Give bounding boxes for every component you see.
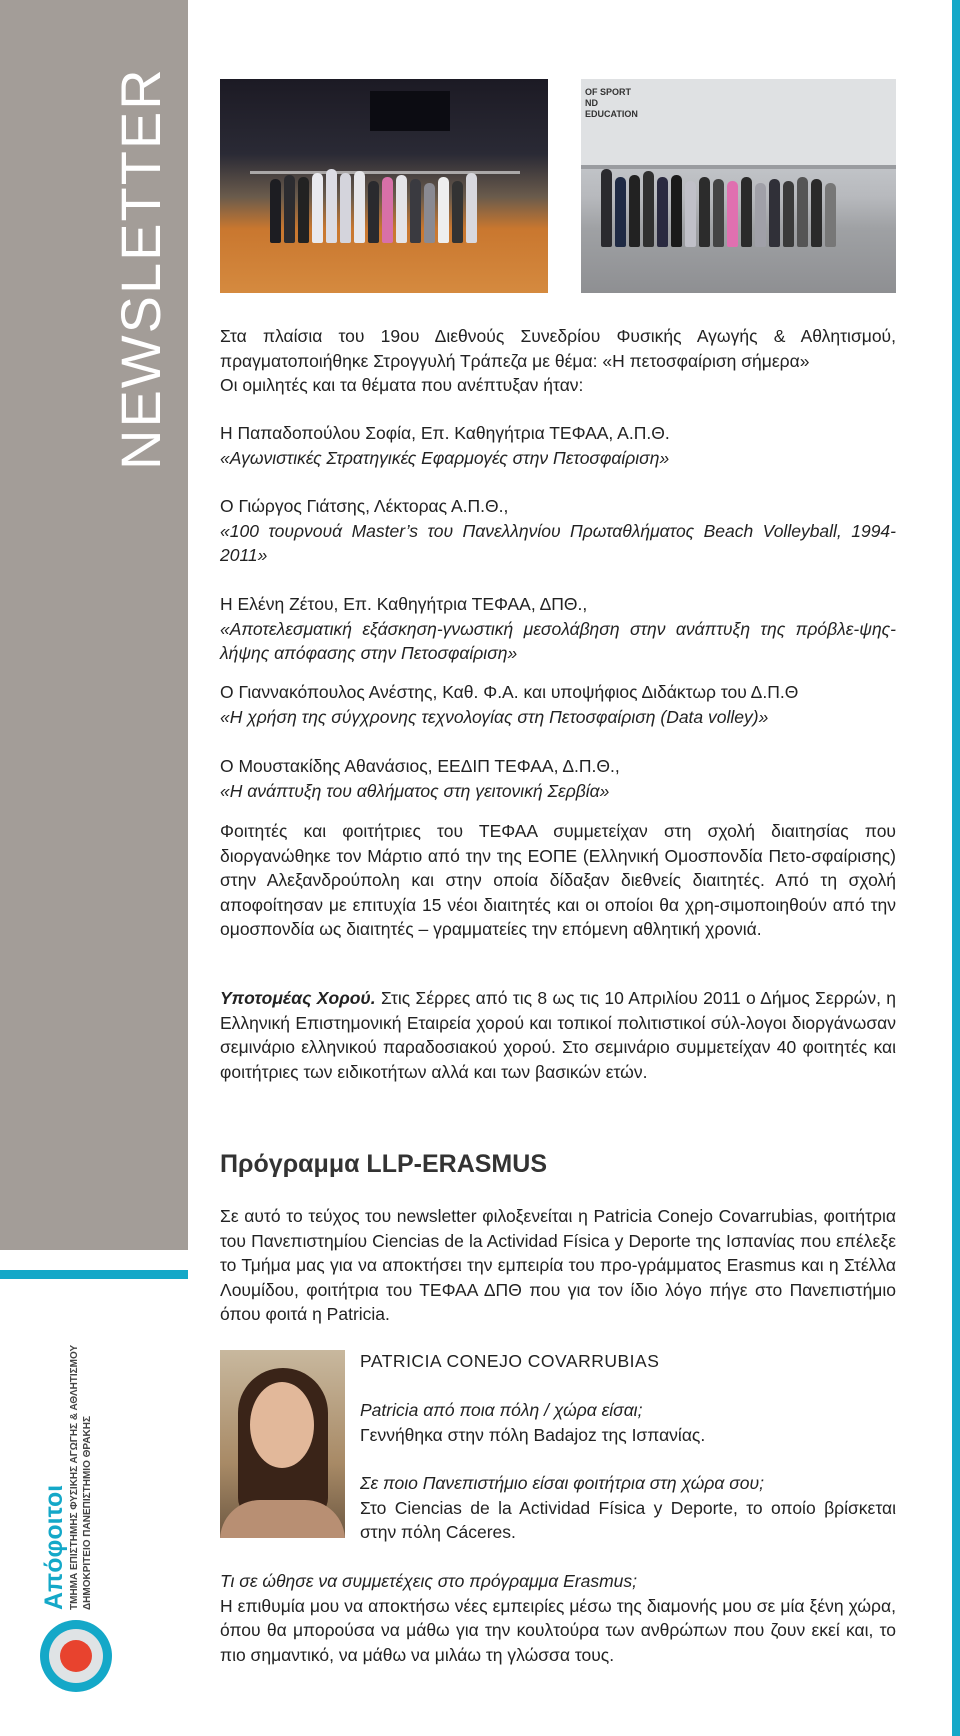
patricia-portrait-photo xyxy=(220,1350,345,1538)
speaker-topic: «Η χρήση της σύγχρονης τεχνολογίας στη Πετοσφαίριση (Data volley)» xyxy=(220,706,769,727)
erasmus-section-title: Πρόγραμμα LLP-ERASMUS xyxy=(220,1150,547,1178)
volleyball-team-photo xyxy=(220,79,548,293)
speaker-item xyxy=(220,494,896,568)
interview-answer: Η επιθυμία μου να αποκτήσω νέες εμπειρίες μέσω της διαμονής μου σε μία ξένη χώρα, όπου θα μπορούσα να μάθω για την κουλτούρα των ανθρώπων που ζουν εκεί και, το πιο σημαντικό, να μάθω να μιλάω τη γλώσσα τους. xyxy=(220,1595,896,1665)
interview-qa xyxy=(360,1398,896,1447)
dance-paragraph xyxy=(220,986,896,1084)
erasmus-intro: Σε αυτό το τεύχος του newsletter φιλοξενείται η Patricia Conejo Covarrubias, φοιτήτρια του Πανεπιστημίου Ciencias de la Actividad Física y Deporte της Ισπανίας που επέλεξε το Τμήμα μας για να αποκτήσει την εμπειρία του προ-γράμματος Erasmus και η Στέλλα Λουμίδου, φοιτήτρια του ΤΕΦΑΑ ΔΠΘ που για τον ίδιο λόγο πήγε στο Πανεπιστήμιο όπου φοιτά η Patricia. xyxy=(220,1206,896,1324)
interview-answer: Γεννήθηκα στην πόλη Badajoz της Ισπανίας. xyxy=(360,1424,706,1445)
sidebar-accent-band xyxy=(0,1270,188,1279)
newsletter-title: NEWSLETTER xyxy=(109,67,172,470)
speaker-name: Ο Μουστακίδης Αθανάσιος, ΕΕΔΙΠ ΤΕΦΑΑ, Δ.Π.Θ., xyxy=(220,756,620,776)
building-sign: OF SPORT ND EDUCATION xyxy=(585,87,638,119)
speaker-item xyxy=(220,680,896,729)
speaker-topic: «100 τουρνουά Master’s του Πανελληνίου Πρωταθλήματος Beach Volleyball, 1994-2011» xyxy=(220,520,896,565)
speaker-name: Η Ελένη Ζέτου, Επ. Καθηγήτρια ΤΕΦΑΑ, ΔΠΘ., xyxy=(220,594,588,614)
speaker-topic: «Αποτελεσματική εξάσκηση-γνωστική μεσολάβηση στην ανάπτυξη της πρόβλε-ψης-λήψης απόφασης στην Πετοσφαίριση» xyxy=(220,618,896,663)
speaker-topic: «Η ανάπτυξη του αθλήματος στη γειτονική Σερβία» xyxy=(220,780,610,801)
logo-dept: ΤΜΗΜΑ ΕΠΙΣΤΗΜΗΣ ΦΥΣΙΚΗΣ ΑΓΩΓΗΣ & ΑΘΛΗΤΙΣΜΟΥ xyxy=(69,1344,80,1610)
logo-icon xyxy=(40,1620,120,1700)
interview-question: Σε ποιο Πανεπιστήμιο είσαι φοιτήτρια στη χώρα σου; xyxy=(360,1473,764,1493)
right-accent-bar xyxy=(952,0,960,1736)
speaker-name: Ο Γιαννακόπουλος Ανέστης, Καθ. Φ.Α. και υποψήφιος Διδάκτωρ του Δ.Π.Θ xyxy=(220,682,799,702)
intro-paragraph: Στα πλαίσια του 19ου Διεθνούς Συνεδρίου Φυσικής Αγωγής & Αθλητισμού, πραγματοποιήθηκε Στρογγυλή Τράπεζα με θέμα: «Η πετοσφαίριση σήμερα» Οι ομιλητές και τα θέματα που ανέπτυξαν ήταν: xyxy=(220,326,896,395)
interviewee-name: PATRICIA CONEJO COVARRUBIAS xyxy=(360,1351,660,1371)
logo-university: ΔΗΜΟΚΡΙΤΕΙΟ ΠΑΝΕΠΙΣΤΗΜΙΟ ΘΡΑΚΗΣ xyxy=(82,1415,93,1610)
interview-question: Τι σε ώθησε να συμμετέχεις στο πρόγραμμα Erasmus; xyxy=(220,1571,638,1591)
speaker-name: Η Παπαδοπούλου Σοφία, Επ. Καθηγήτρια ΤΕΦΑΑ, Α.Π.Θ. xyxy=(220,423,670,443)
dance-body: Στις Σέρρες από τις 8 ως τις 10 Απριλίου 2011 ο Δήμος Σερρών, η Ελληνική Επιστημονική Εταιρεία χορού και τοπικοί πολιτιστικοί σύλ-λογοι διοργάνωσαν σεμινάριο ελληνικού παραδοσιακού χορού. Στο σεμινάριο συμμετείχαν 40 φοιτητές και φοιτήτριες των ειδικοτήτων αλλά και των βασικών ετών. xyxy=(220,988,896,1082)
interview-qa xyxy=(360,1471,896,1545)
referees-paragraph: Φοιτητές και φοιτήτριες του ΤΕΦΑΑ συμμετείχαν στη σχολή διαιτησίας που διοργανώθηκε τον Μάρτιο από την της ΕΟΠΕ (Ελληνική Ομοσπονδία Πετο-σφαίρισης) στην Αλεξανδρούπολη και στην οποία δίδαξαν διεθνείς διαιτητές. Από τη σχολή αποφοίτησαν με επιτυχία 15 νέοι διαιτητές και οι οποίοι θα χρη-σιμοποιηθούν από την ομοσπονδία ως διαιτητές – γραμματείες την επόμενη αθλητική χρονιά. xyxy=(220,821,896,939)
speaker-item xyxy=(220,754,896,803)
logo-text xyxy=(40,1345,94,1610)
speaker-item xyxy=(220,421,896,470)
interview-question: Patricia από ποια πόλη / χώρα είσαι; xyxy=(360,1400,643,1420)
dance-lead: Υποτομέας Χορού. xyxy=(220,988,376,1008)
speaker-topic: «Αγωνιστικές Στρατηγικές Εφαρμογές στην Πετοσφαίριση» xyxy=(220,447,670,468)
interview-qa xyxy=(220,1569,896,1667)
speaker-name: Ο Γιώργος Γιάτσης, Λέκτορας Α.Π.Θ., xyxy=(220,496,509,516)
interview-answer: Στο Ciencias de la Actividad Física y Deporte, το οποίο βρίσκεται στην πόλη Cáceres. xyxy=(360,1497,896,1542)
logo-name: Απόφοιτοι xyxy=(40,1484,68,1610)
speaker-item xyxy=(220,592,896,666)
group-photo-outside-building xyxy=(581,79,896,293)
